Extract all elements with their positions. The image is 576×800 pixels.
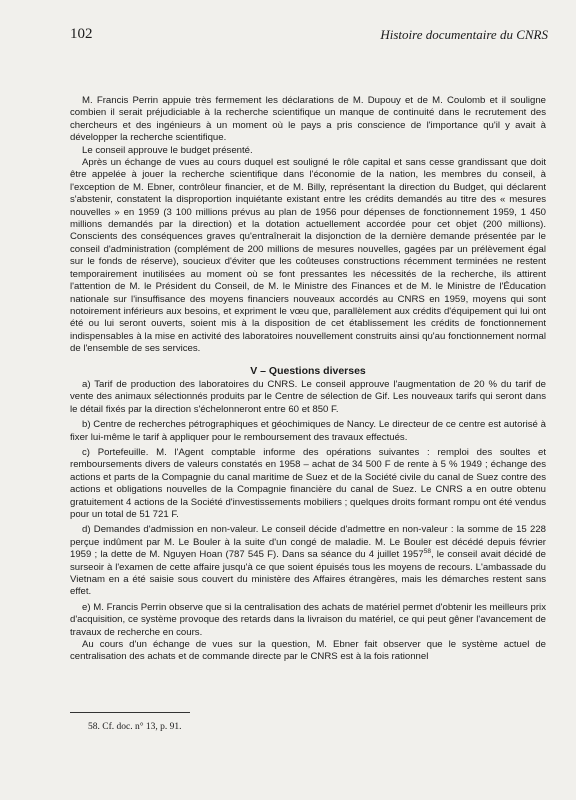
paragraph-item-d [70,524,546,598]
item-d-text-after: , le conseil avait décidé de surseoir à l'examen de cette affaire jusqu'à ce que soient épuisés tous les moyens de recours. L'ambassade du Vietnam en a été saisie sous couvert du ministère des Affaires étrangères, mais les démarches restent sans effet. [70,549,547,598]
section-heading: V – Questions diverses [250,364,366,377]
footnote: 58. Cf. doc. n° 13, p. 91. [88,722,182,732]
paragraph-council-resolution: Après un échange de vues au cours duquel est souligné le rôle capital et sans cesse grandissant que doit être appelée à jouer la recherche scientifique dans l'économie de la nation, les membres du conseil, à l'exception de M. Ebner, contrôleur financier, et de M. Billy, représentant la direction du Budget, qui déclarent s'abstenir, constatent la disproportion inquiétante existant entre les crédits demandés au titre des « mesures nouvelles » en 1959 (3 100 millions prévus au plan de 1956 pour dépenses de fonctionnement 1959, 1 450 millions demandés par la direction) et la dotation actuellement accordée pour cet objet (200 millions). Conscients des conséquences graves qu'entraînerait la disjonction de la dernière demande présentée par le conseil d'administration (complément de 200 millions de mesures nouvelles, gagées par un prélèvement égal sur le fonds de réserve), soucieux d'éviter que les coûteuses constructions récemment terminées ne restent temporairement inutilisées au moment où se font pressantes les nécessités de la recherche, ils attirent l'attention de M. le Président du Conseil, de M. le Ministre des Finances et de M. le Ministre de l'Éducation nationale sur l'insuffisance des moyens financiers nouveaux accordés au CNRS en 1959, moyens qui sont notoirement inférieurs aux besoins, et expriment le vœu que, parallèlement aux crédits d'équipement qui lui ont été ou lui seront ouverts, soient mis à la disposition de cet établissement les crédits de fonctionnement indispensables à la mise en activité des laboratoires nouvellement construits ainsi qu'au fonctionnement normal de l'ensemble de ses services. [70,157,546,355]
page-header [70,26,548,46]
running-title: Histoire documentaire du CNRS [380,27,548,42]
footnote-reference[interactable]: 58 [423,548,431,556]
paragraph-item-e: e) M. Francis Perrin observe que si la centralisation des achats de matériel permet d'obtenir les meilleurs prix d'acquisition, ce système provoque des retards dans la livraison du matériel, ce qui peut gêner l'avancement de travaux de recherche en cours. [70,601,546,638]
paragraph-item-c: c) Portefeuille. M. l'Agent comptable informe des opérations suivantes : remploi des soultes et remboursements divers de valeurs constatés en 1958 – achat de 34 500 F de rente à 5 % 1949 ; échange des actions et parts de la Compagnie du canal maritime de Suez et de la Société civile du canal de Suez contre des actions et obligations nouvelles de la Compagnie financière du canal de Suez. Le CNRS a en outre obtenu gratuitement 4 actions de la Société d'investissements mobiliers ; quelques droits formant rompu ont été vendus pour un total de 51 721 F. [70,446,546,520]
footnote-divider [70,712,190,713]
body-text [70,95,546,664]
item-d-text-before: d) Demandes d'admission en non-valeur. Le conseil décide d'admettre en non-valeur : la somme de 15 228 perçue indûment par M. Le Bouler à la suite d'un congé de maladie. M. Le Bouler est décédé depuis février 1959 ; la dette de M. Nguyen Hoan (787 545 F). Dans sa séance du 4 juillet 1957 [70,524,546,561]
page-number: 102 [70,26,93,42]
paragraph-perrin-support: M. Francis Perrin appuie très fermement les déclarations de M. Dupouy et de M. Coulomb et il souligne combien il serait préjudiciable à la recherche scientifique un manque de continuité dans le recrutement des chercheurs et des ingénieurs à un moment où le pays a pris conscience de l'importance qu'il y avait à développer la recherche scientifique. [70,95,546,144]
paragraph-ebner-remarks: Au cours d'un échange de vues sur la question, M. Ebner fait observer que le système actuel de centralisation des achats et de commande directe par le CNRS est à la fois rationnel [70,639,546,663]
paragraph-budget-approved: Le conseil approuve le budget présenté. [82,144,253,156]
paragraph-item-a: a) Tarif de production des laboratoires du CNRS. Le conseil approuve l'augmentation de 20 % du tarif de vente des animaux sélectionnés produits par le Centre de sélection de Gif. Les nouveaux tarifs qui seront dans le détail fixés par la direction s'échelonneront entre 60 et 850 F. [70,378,546,415]
paragraph-item-b: b) Centre de recherches pétrographiques et géochimiques de Nancy. Le directeur de ce centre est autorisé à fixer lui-même le tarif à appliquer pour le remboursement des travaux effectués. [70,419,546,443]
